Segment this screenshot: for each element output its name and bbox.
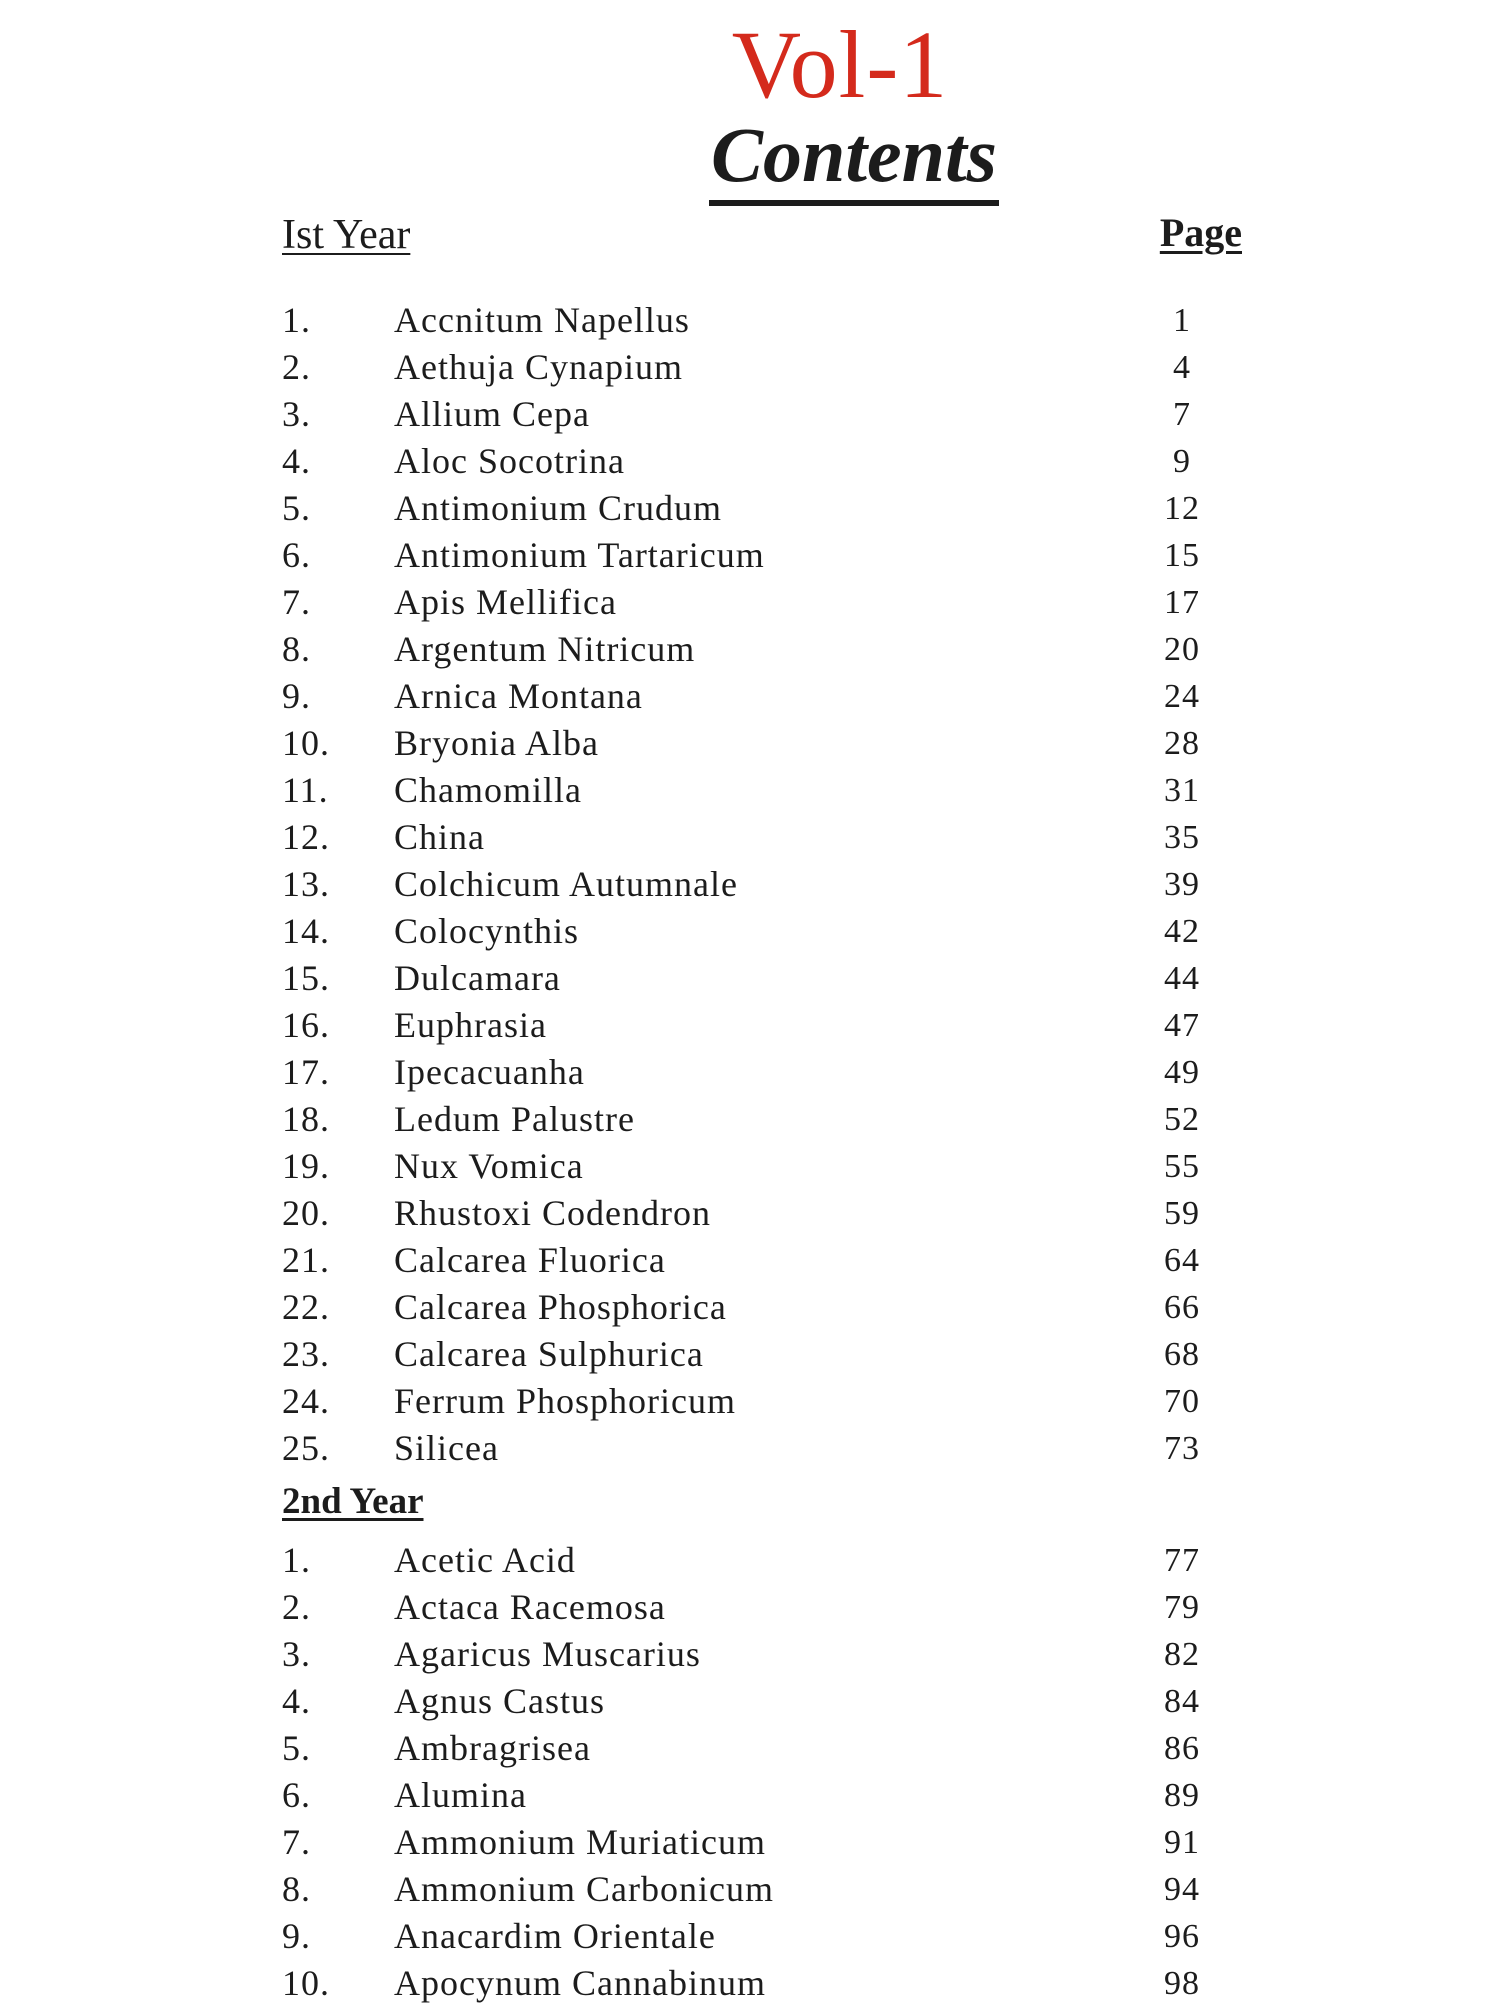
toc-entry [282, 485, 1222, 532]
entry-number: 22. [282, 1287, 330, 1327]
entry-name: Colocynthis [394, 911, 580, 951]
entry-page: 31 [1164, 772, 1200, 809]
entry-name: Calcarea Sulphurica [394, 1334, 704, 1374]
entry-name: Dulcamara [394, 958, 561, 998]
toc-entry [282, 1331, 1222, 1378]
entry-name: Aethuja Cynapium [394, 347, 683, 387]
toc-entry [282, 1096, 1222, 1143]
toc-entry [282, 861, 1222, 908]
entry-page: 12 [1164, 490, 1200, 527]
entry-number: 19. [282, 1146, 330, 1186]
entry-page: 94 [1164, 1871, 1200, 1908]
entry-page: 70 [1164, 1383, 1200, 1420]
entry-page: 77 [1164, 1542, 1200, 1579]
entry-number: 3. [282, 1634, 311, 1674]
entry-page: 89 [1164, 1777, 1200, 1814]
toc-entry [282, 955, 1222, 1002]
entry-name: Ammonium Muriaticum [394, 1822, 766, 1862]
entry-number: 9. [282, 1916, 311, 1956]
entry-name: Ambragrisea [394, 1728, 591, 1768]
entry-number: 18. [282, 1099, 330, 1139]
entry-page: 84 [1164, 1683, 1200, 1720]
entry-name: Accnitum Napellus [394, 300, 690, 340]
entry-name: Alumina [394, 1775, 527, 1815]
entry-number: 13. [282, 864, 330, 904]
entry-name: Silicea [394, 1428, 499, 1468]
entry-number: 2. [282, 347, 311, 387]
entry-number: 20. [282, 1193, 330, 1233]
entry-number: 8. [282, 629, 311, 669]
entry-name: Nux Vomica [394, 1146, 584, 1186]
entry-page: 9 [1173, 443, 1191, 480]
entry-name: Apis Mellifica [394, 582, 617, 622]
entry-name: Anacardim Orientale [394, 1916, 716, 1956]
entry-number: 6. [282, 1775, 311, 1815]
entry-number: 16. [282, 1005, 330, 1045]
toc-entry [282, 579, 1222, 626]
entry-page: 44 [1164, 960, 1200, 997]
entry-number: 10. [282, 1963, 330, 2003]
entry-page: 24 [1164, 678, 1200, 715]
toc-entry [282, 1049, 1222, 1096]
entry-name: Ammonium Carbonicum [394, 1869, 774, 1909]
entry-number: 2. [282, 1587, 311, 1627]
entry-name: Calcarea Fluorica [394, 1240, 666, 1280]
toc-entry [282, 1237, 1222, 1284]
entry-number: 15. [282, 958, 330, 998]
entry-page: 55 [1164, 1148, 1200, 1185]
entry-number: 7. [282, 582, 311, 622]
toc-entry [282, 1819, 1222, 1866]
toc-entry [282, 1143, 1222, 1190]
entry-name: Agaricus Muscarius [394, 1634, 701, 1674]
entry-page: 98 [1164, 1965, 1200, 2002]
entry-page: 59 [1164, 1195, 1200, 1232]
toc-entry [282, 1631, 1222, 1678]
entry-page: 42 [1164, 913, 1200, 950]
toc-entry [282, 391, 1222, 438]
toc-entry [282, 1678, 1222, 1725]
entry-page: 1 [1173, 302, 1191, 339]
entry-name: Agnus Castus [394, 1681, 606, 1721]
entry-page: 20 [1164, 631, 1200, 668]
toc-entry [282, 1913, 1222, 1960]
volume-title: Vol-1 [731, 11, 949, 118]
toc-entry [282, 438, 1222, 485]
entry-number: 24. [282, 1381, 330, 1421]
entry-number: 8. [282, 1869, 311, 1909]
section-2-list [282, 1537, 1222, 2007]
entry-name: Bryonia Alba [394, 723, 599, 763]
entry-name: Arnica Montana [394, 676, 643, 716]
entry-page: 4 [1173, 349, 1191, 386]
entry-name: Aloc Socotrina [394, 441, 625, 481]
entry-page: 66 [1164, 1289, 1200, 1326]
entry-number: 4. [282, 441, 311, 481]
entry-number: 3. [282, 394, 311, 434]
entry-page: 79 [1164, 1589, 1200, 1626]
entry-name: Colchicum Autumnale [394, 864, 738, 904]
entry-name: Calcarea Phosphorica [394, 1287, 727, 1327]
toc-entry [282, 673, 1222, 720]
entry-number: 9. [282, 676, 311, 716]
entry-number: 12. [282, 817, 330, 857]
toc-entry [282, 1725, 1222, 1772]
entry-page: 15 [1164, 537, 1200, 574]
entry-name: Acetic Acid [394, 1540, 576, 1580]
entry-page: 7 [1173, 396, 1191, 433]
entry-page: 49 [1164, 1054, 1200, 1091]
entry-page: 39 [1164, 866, 1200, 903]
contents-title-wrapper [0, 112, 1500, 206]
toc-entry [282, 297, 1222, 344]
toc-entry [282, 1866, 1222, 1913]
entry-name: Chamomilla [394, 770, 582, 810]
entry-page: 96 [1164, 1918, 1200, 1955]
entry-page: 52 [1164, 1101, 1200, 1138]
toc-entry [282, 1772, 1222, 1819]
entry-name: Ledum Palustre [394, 1099, 635, 1139]
page-column-header: Page [1159, 210, 1242, 255]
entry-number: 7. [282, 1822, 311, 1862]
entry-name: Antimonium Tartaricum [394, 535, 765, 575]
entry-name: Rhustoxi Codendron [394, 1193, 712, 1233]
toc-entry [282, 1190, 1222, 1237]
entry-number: 5. [282, 488, 311, 528]
entry-page: 35 [1164, 819, 1200, 856]
toc-entry [282, 767, 1222, 814]
entry-number: 25. [282, 1428, 330, 1468]
toc-entry [282, 1284, 1222, 1331]
entry-name: Ferrum Phosphoricum [394, 1381, 736, 1421]
entry-page: 86 [1164, 1730, 1200, 1767]
entry-name: China [394, 817, 485, 857]
toc-entry [282, 1378, 1222, 1425]
entry-name: Allium Cepa [394, 394, 590, 434]
toc-entry [282, 720, 1222, 767]
heading-row [282, 210, 1242, 260]
entry-number: 21. [282, 1240, 330, 1280]
section-1-title: Ist Year [282, 212, 411, 258]
entry-number: 23. [282, 1334, 330, 1374]
entry-number: 17. [282, 1052, 330, 1092]
entry-name: Actaca Racemosa [394, 1587, 666, 1627]
entry-page: 47 [1164, 1007, 1200, 1044]
toc-entry [282, 908, 1222, 955]
entry-number: 14. [282, 911, 330, 951]
entry-page: 73 [1164, 1430, 1200, 1467]
toc-entry [282, 1537, 1222, 1584]
entry-number: 1. [282, 1540, 311, 1580]
entry-number: 5. [282, 1728, 311, 1768]
section-2-title: 2nd Year [282, 1481, 424, 1522]
entry-number: 4. [282, 1681, 311, 1721]
entry-name: Argentum Nitricum [394, 629, 696, 669]
contents-title: Contents [709, 112, 999, 206]
toc-entry [282, 1425, 1222, 1472]
toc-entry [282, 532, 1222, 579]
entry-page: 91 [1164, 1824, 1200, 1861]
entry-page: 82 [1164, 1636, 1200, 1673]
entry-number: 10. [282, 723, 330, 763]
entry-page: 28 [1164, 725, 1200, 762]
entry-name: Antimonium Crudum [394, 488, 723, 528]
entry-number: 6. [282, 535, 311, 575]
toc-entry [282, 626, 1222, 673]
entry-number: 1. [282, 300, 311, 340]
entry-name: Euphrasia [394, 1005, 547, 1045]
entry-page: 17 [1164, 584, 1200, 621]
toc-entry [282, 344, 1222, 391]
toc-entry [282, 1002, 1222, 1049]
entry-name: Apocynum Cannabinum [394, 1963, 766, 2003]
section-1-list [282, 297, 1222, 1472]
entry-number: 11. [282, 770, 329, 810]
toc-entry [282, 814, 1222, 861]
entry-page: 64 [1164, 1242, 1200, 1279]
entry-name: Ipecacuanha [394, 1052, 585, 1092]
toc-entry [282, 1584, 1222, 1631]
entry-page: 68 [1164, 1336, 1200, 1373]
